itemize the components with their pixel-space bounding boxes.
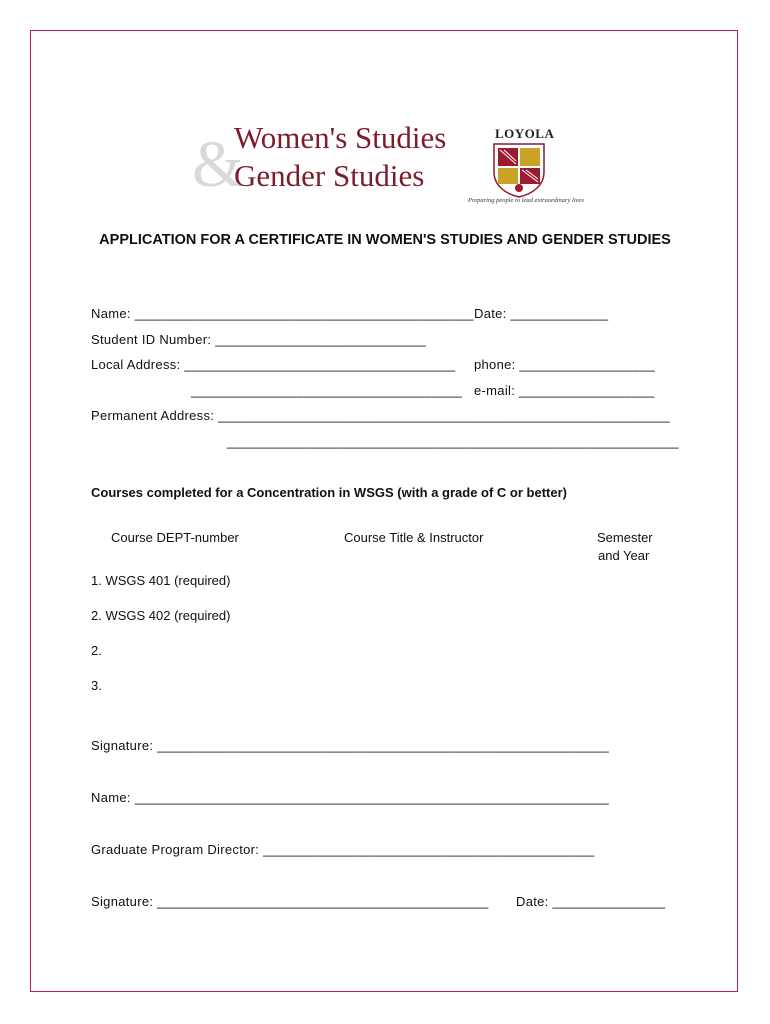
signature-field-2[interactable]: Signature: ____________________________________________: [91, 894, 489, 909]
director-field[interactable]: Graduate Program Director: ____________________________________________: [91, 842, 595, 857]
column-header-year: and Year: [598, 548, 650, 563]
loyola-tagline: Preparing people to lead extraordinary lives: [468, 197, 584, 204]
name-field-2[interactable]: Name: _______________________________________________________________: [91, 790, 610, 805]
course-row-3: 2.: [91, 643, 102, 658]
course-row-1: 1. WSGS 401 (required): [91, 573, 231, 588]
form-title: APPLICATION FOR A CERTIFICATE IN WOMEN'S STUDIES AND GENDER STUDIES: [99, 232, 671, 248]
loyola-wordmark: LOYOLA: [495, 126, 555, 141]
logo-title-line-1: Women's Studies: [234, 120, 447, 155]
student-id-field[interactable]: Student ID Number: ____________________________: [91, 332, 427, 347]
signature-field-1[interactable]: Signature: ____________________________________________________________: [91, 738, 609, 753]
email-field[interactable]: e-mail: __________________: [474, 383, 655, 398]
ampersand-logo-mark: &: [192, 128, 244, 201]
permanent-address-field[interactable]: Permanent Address: ____________________________________________________________: [91, 408, 670, 423]
phone-field[interactable]: phone: __________________: [474, 357, 656, 372]
name-field[interactable]: Name: _____________________________________________: [91, 306, 474, 321]
local-address-line-2[interactable]: ____________________________________: [191, 383, 463, 398]
course-row-2: 2. WSGS 402 (required): [91, 608, 231, 623]
column-header-title: Course Title & Instructor: [344, 530, 484, 545]
column-header-dept: Course DEPT-number: [111, 530, 239, 545]
date-field-2[interactable]: Date: _______________: [516, 894, 666, 909]
permanent-address-line-2[interactable]: ____________________________________________________________: [227, 434, 679, 449]
column-header-semester: Semester: [597, 530, 653, 545]
date-field[interactable]: Date: _____________: [474, 306, 609, 321]
course-row-4: 3.: [91, 678, 102, 693]
courses-heading: Courses completed for a Concentration in WSGS (with a grade of C or better): [91, 485, 567, 500]
local-address-field[interactable]: Local Address: ____________________________________: [91, 357, 456, 372]
logo-title-line-2: Gender Studies: [234, 158, 425, 193]
wsgs-logo: [192, 118, 584, 213]
loyola-shield-icon: [492, 142, 546, 198]
